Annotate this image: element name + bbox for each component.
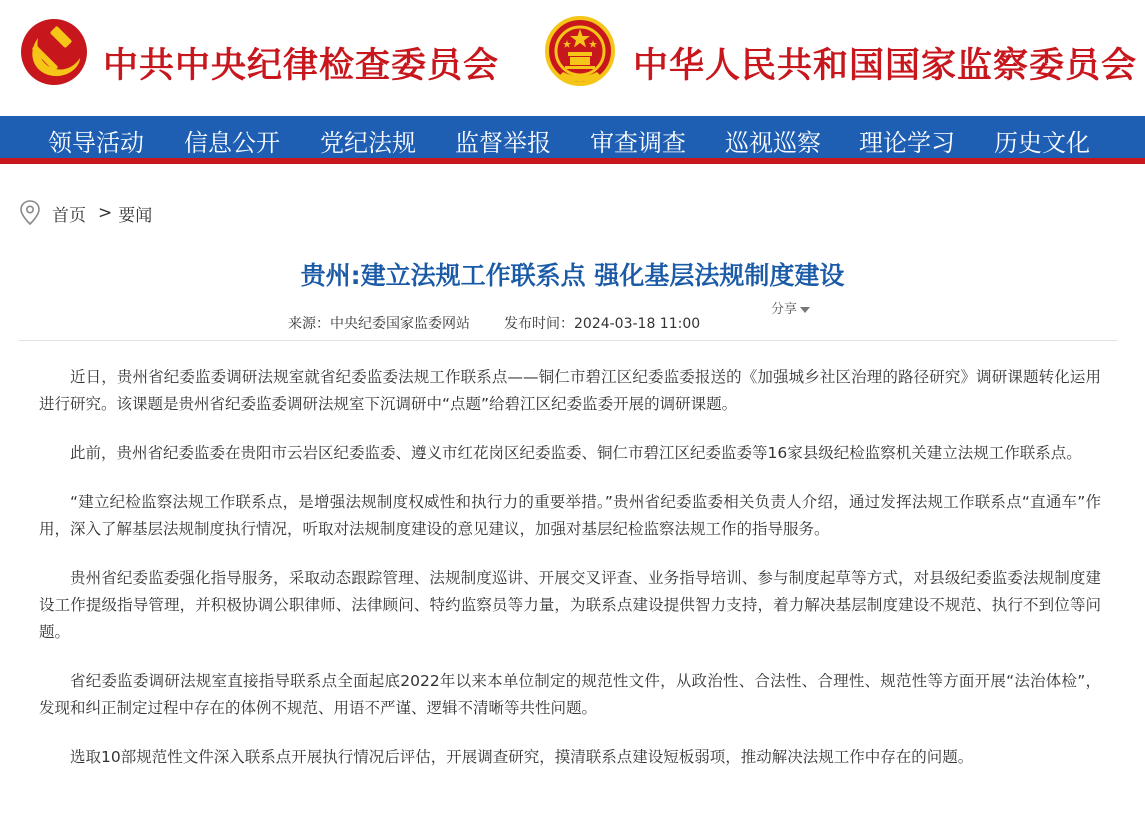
- article-meta: [288, 313, 700, 333]
- article-published-time: 发布时间：2024-03-18 11:00: [504, 316, 701, 332]
- nav-item-info[interactable]: 信息公开: [184, 129, 280, 157]
- main-nav: [0, 116, 1145, 158]
- article-paragraph: 此前，贵州省纪委监委在贵阳市云岩区纪委监委、遵义市红花岗区纪委监委、铜仁市碧江区纪委监委等16家县级纪检监察机关建立法规工作联系点。: [70, 444, 1082, 462]
- breadcrumb: [18, 200, 152, 226]
- share-button[interactable]: [771, 298, 810, 317]
- nav-accent-bar: [0, 158, 1145, 164]
- nav-item-investigation[interactable]: 审查调查: [590, 129, 686, 157]
- divider: [18, 340, 1118, 341]
- location-pin-icon: [18, 199, 42, 227]
- breadcrumb-separator: >: [98, 203, 113, 223]
- hammer-sickle-icon[interactable]: [20, 18, 88, 86]
- article-title: 贵州:建立法规工作联系点 强化基层法规制度建设: [300, 261, 845, 290]
- nav-item-theory[interactable]: 理论学习: [859, 129, 955, 157]
- national-emblem-icon[interactable]: [545, 16, 615, 88]
- nav-item-leadership[interactable]: 领导活动: [48, 129, 144, 157]
- breadcrumb-home[interactable]: 首页: [52, 205, 86, 226]
- site-header: [0, 0, 1145, 116]
- article-source: 来源：中央纪委国家监委网站: [288, 316, 470, 332]
- article-paragraph: “建立纪检监察法规工作联系点，是增强法规制度权威性和执行力的重要举措。”贵州省纪委监委相关负责人介绍，通过发挥法规工作联系点“直通车”作用，深入了解基层法规制度执行情况，听取对法规制度建设的意见建议，加强对基层纪检监察法规工作的指导服务。: [39, 493, 1101, 538]
- share-label: 分享: [771, 302, 798, 317]
- state-commission-title: 中华人民共和国国家监察委员会: [633, 45, 1138, 86]
- nav-item-history[interactable]: 历史文化: [994, 129, 1090, 157]
- article-paragraph: 贵州省纪委监委强化指导服务，采取动态跟踪管理、法规制度巡讲、开展交叉评查、业务指导培训、参与制度起草等方式，对县级纪委监委法规制度建设工作提级指导管理，并积极协调公职律师、法律顾问、特约监察员等力量，为联系点建设提供智力支持，着力解决基层制度建设不规范、执行不到位等问题。: [39, 569, 1101, 641]
- breadcrumb-current[interactable]: 要闻: [118, 205, 153, 226]
- article-paragraph: 选取10部规范性文件深入联系点开展执行情况后评估，开展调查研究，摸清联系点建设短板弱项，推动解决法规工作中存在的问题。: [70, 748, 974, 766]
- nav-item-regulations[interactable]: 党纪法规: [320, 129, 416, 157]
- caret-down-icon: [800, 307, 810, 313]
- nav-item-inspection[interactable]: 巡视巡察: [725, 129, 821, 157]
- article-body: [39, 364, 1101, 793]
- party-commission-title: 中共中央纪律检查委员会: [103, 45, 500, 86]
- article-paragraph: 近日，贵州省纪委监委调研法规室就省纪委监委法规工作联系点——铜仁市碧江区纪委监委报送的《加强城乡社区治理的路径研究》调研课题转化运用进行研究。该课题是贵州省纪委监委调研法规室下沉调研中“点题”给碧江区纪委监委开展的调研课题。: [39, 368, 1101, 413]
- article-paragraph: 省纪委监委调研法规室直接指导联系点全面起底2022年以来本单位制定的规范性文件，从政治性、合法性、合理性、规范性等方面开展“法治体检”，发现和纠正制定过程中存在的体例不规范、用语不严谨、逻辑不清晰等共性问题。: [39, 672, 1101, 717]
- nav-item-report[interactable]: 监督举报: [455, 129, 551, 157]
